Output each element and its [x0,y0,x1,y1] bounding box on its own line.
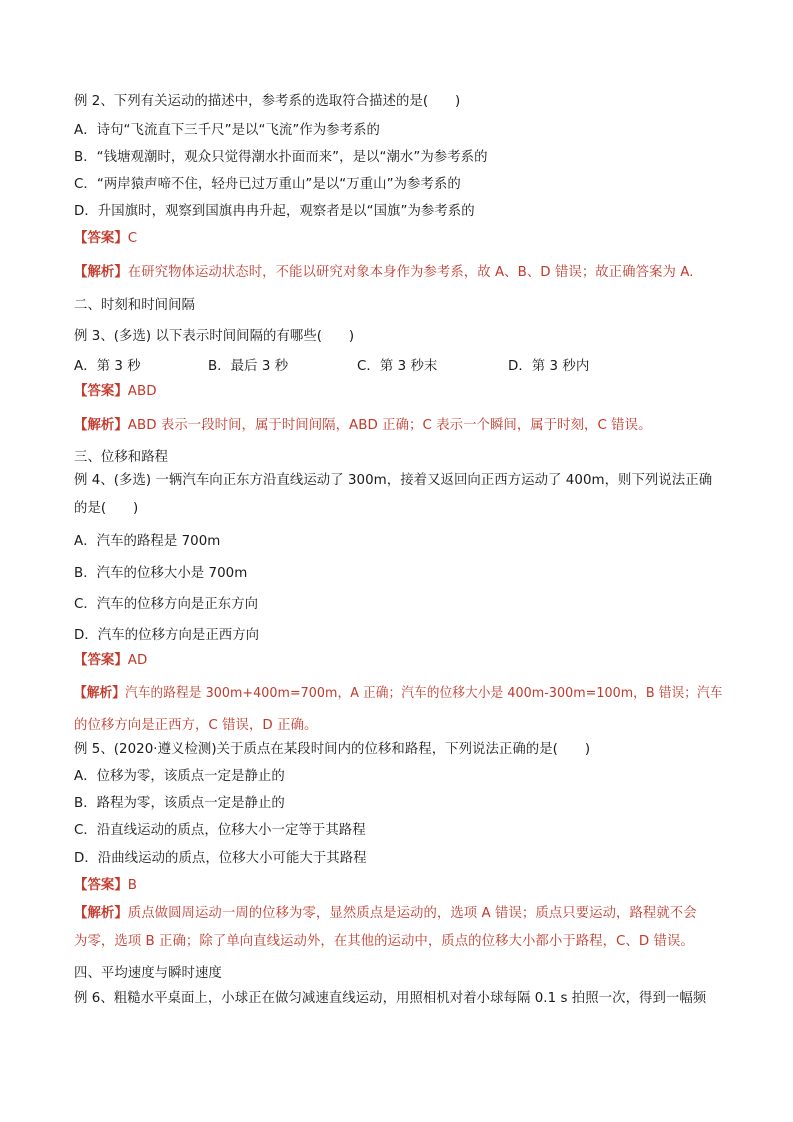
analysis-text: 汽车的路程是 300m+400m=700m，A 正确；汽车的位移大小是 400m-300m=100m，B 错误；汽车 [125,686,723,701]
answer-label: 【答案】 [74,384,128,399]
analysis-text: ABD 表示一段时间，属于时间间隔，ABD 正确；C 表示一个瞬间，属于时刻，C 错误。 [127,418,652,433]
ex4-analysis-line1 [74,684,723,704]
ex3-option-c: C．第 3 秒末 [357,359,438,374]
answer-label: 【答案】 [74,231,128,246]
analysis-label: 【解析】 [74,418,128,433]
ex2-answer [74,229,137,249]
ex3-answer [74,382,157,402]
ex2-analysis [74,263,694,283]
ex3-option-d: D．第 3 秒内 [508,359,590,374]
ex3-options [74,357,589,377]
analysis-text: 在研究物体运动状态时，不能以研究对象本身作为参考系，故 A、B、D 错误；故正确答案为 A. [127,265,694,280]
ex6-question-line1: 例 6、粗糙水平桌面上，小球正在做匀减速直线运动，用照相机对着小球每隔 0.1 s 拍照一次，得到一幅频 [74,991,707,1006]
answer-value: AD [127,653,148,668]
ex4-option-b: B．汽车的位移大小是 700m [74,566,248,581]
ex3-option-a: A．第 3 秒 [74,359,141,374]
ex2-option-a: A．诗句“飞流直下三千尺”是以“飞流”作为参考系的 [74,123,380,138]
ex4-question-line2: 的是( ) [74,501,139,516]
ex2-question: 例 2、下列有关运动的描述中，参考系的选取符合描述的是( ) [74,94,461,109]
ex5-answer [74,876,137,896]
ex3-analysis [74,416,652,436]
ex4-option-c: C．汽车的位移方向是正东方向 [74,597,259,612]
ex2-option-d: D．升国旗时，观察到国旗冉冉升起，观察者是以“国旗”为参考系的 [74,204,475,219]
ex2-option-c: C．“两岸猿声啼不住，轻舟已过万重山”是以“万重山”为参考系的 [74,177,461,192]
ex5-analysis-line1 [74,904,697,924]
ex3-question: 例 3、(多选) 以下表示时间间隔的有哪些( ) [74,329,355,344]
analysis-label: 【解析】 [74,906,128,921]
answer-value: B [127,878,138,893]
ex5-option-c: C．沿直线运动的质点，位移大小一定等于其路程 [74,823,366,838]
ex4-analysis-line2: 的位移方向是正西方，C 错误，D 正确。 [74,718,318,733]
ex3-option-b: B．最后 3 秒 [208,359,289,374]
analysis-label: 【解析】 [74,686,126,701]
section-heading-3: 三、位移和路程 [74,450,169,465]
answer-label: 【答案】 [74,878,128,893]
ex5-option-a: A．位移为零，该质点一定是静止的 [74,769,285,784]
ex5-question: 例 5、(2020·遵义检测)关于质点在某段时间内的位移和路程，下列说法正确的是( ) [74,742,591,757]
ex4-answer [74,651,147,671]
ex5-option-d: D．沿曲线运动的质点，位移大小可能大于其路程 [74,851,367,866]
section-heading-4: 四、平均速度与瞬时速度 [74,966,222,981]
answer-value: C [127,231,138,246]
ex5-analysis-line2: 为零，选项 B 正确；除了单向直线运动外，在其他的运动中，质点的位移大小都小于路程，C、D 错误。 [74,934,694,949]
ex4-option-a: A．汽车的路程是 700m [74,534,221,549]
ex4-option-d: D．汽车的位移方向是正西方向 [74,628,260,643]
ex2-option-b: B．“钱塘观潮时，观众只觉得潮水扑面而来”，是以“潮水”为参考系的 [74,150,488,165]
analysis-text: 质点做圆周运动一周的位移为零，显然质点是运动的，选项 A 错误；质点只要运动，路程就不会 [127,906,697,921]
answer-value: ABD [127,384,157,399]
ex4-question-line1: 例 4、(多选) 一辆汽车向正东方沿直线运动了 300m，接着又返回向正西方运动了 400m，则下列说法正确 [74,473,713,488]
answer-label: 【答案】 [74,653,128,668]
analysis-label: 【解析】 [74,265,128,280]
section-heading-2: 二、时刻和时间间隔 [74,298,195,313]
ex5-option-b: B．路程为零，该质点一定是静止的 [74,796,285,811]
